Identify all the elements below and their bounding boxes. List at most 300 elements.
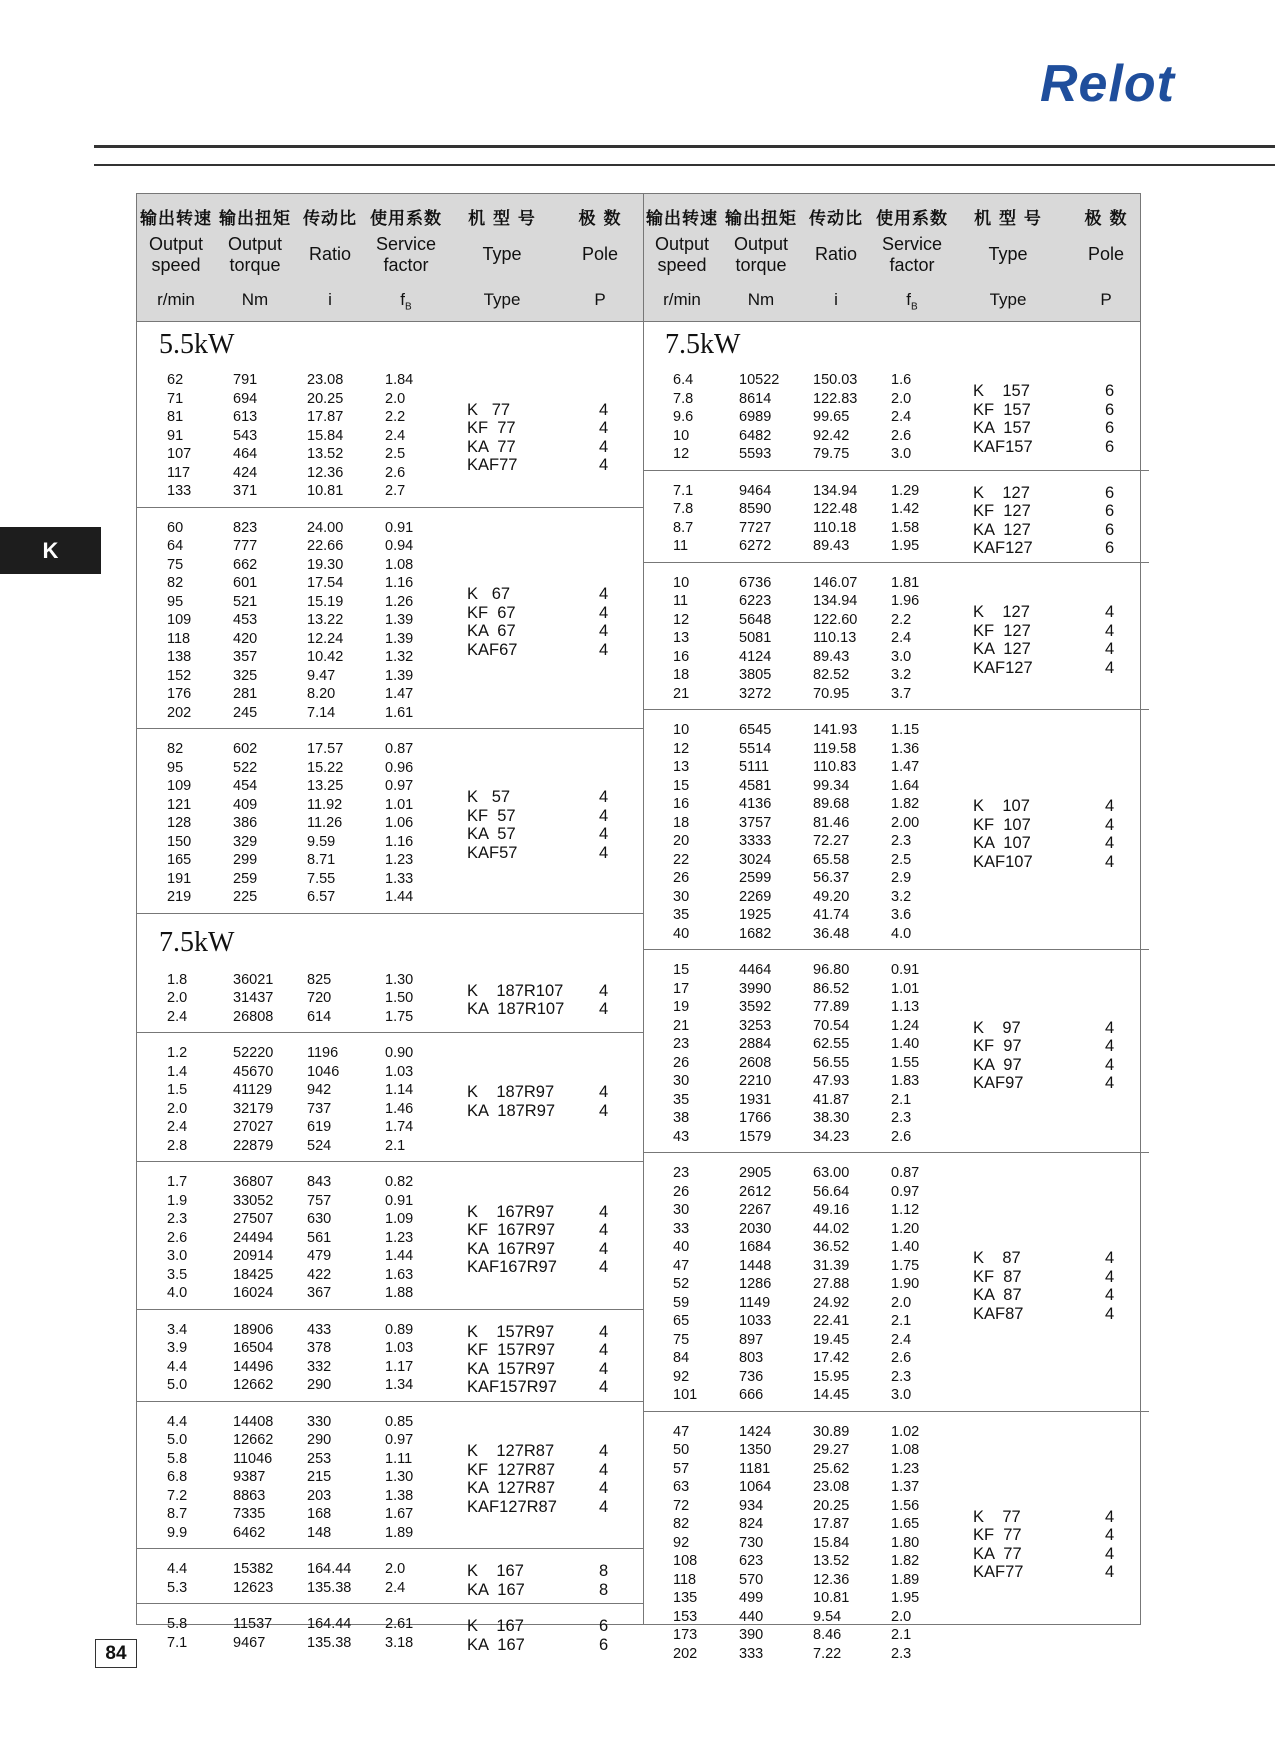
table-row [137,1560,437,1578]
ratio: 619 [307,1119,332,1135]
ratio: 77.89 [813,999,850,1015]
ratio: 10.42 [307,649,344,665]
output-torque: 1286 [739,1276,772,1292]
pole-count: 4 [599,1497,609,1516]
service-factor: 0.91 [385,1192,414,1209]
service-factor: 1.47 [891,759,920,775]
table-header [137,194,1140,322]
table-row [137,1615,437,1633]
output-torque: 823 [233,519,258,536]
ratio: 203 [307,1487,332,1504]
service-factor: 1.23 [891,1460,920,1477]
service-factor: 0.97 [385,1432,414,1448]
table-row [643,740,943,758]
service-factor: 1.44 [385,889,414,905]
output-speed: 1.4 [167,1063,188,1080]
output-speed: 191 [167,870,192,887]
pole-count: 4 [1105,603,1115,622]
output-speed: 91 [167,427,184,444]
type-code: K 187R107 [467,981,564,1000]
pole-count: 4 [599,622,609,641]
output-speed: 6.4 [673,372,694,388]
service-factor: 1.03 [385,1063,414,1080]
ratio: 737 [307,1100,332,1117]
pole-count: 4 [599,981,609,1000]
service-factor: 1.80 [891,1534,920,1551]
ratio: 135.38 [307,1634,352,1651]
output-speed: 30 [673,1202,690,1218]
table-row [643,592,943,610]
table-row [137,740,437,758]
service-factor: 1.39 [385,630,414,647]
output-speed: 109 [167,778,192,794]
pole-count: 4 [599,806,609,825]
table-row [137,1118,437,1136]
pole-count: 4 [1105,1055,1115,1074]
type-code: KAF77 [467,456,518,475]
service-factor: 1.20 [891,1220,920,1237]
service-factor: 1.01 [891,980,920,997]
table-row [643,629,943,647]
ratio: 34.23 [813,1128,850,1145]
type-list [973,797,1033,871]
service-factor: 2.0 [891,390,912,407]
service-factor: 1.26 [385,593,414,610]
pole-count: 4 [599,1000,609,1019]
type-code: KAF107 [973,852,1033,871]
service-factor: 2.2 [891,611,912,628]
table-row [643,814,943,832]
ratio: 12.36 [307,464,344,481]
type-list [467,788,517,862]
service-factor: 2.61 [385,1616,414,1632]
output-speed: 9.9 [167,1524,188,1541]
output-torque: 453 [233,612,258,628]
table-row [137,1063,437,1081]
output-torque: 33052 [233,1192,274,1209]
ratio: 65.58 [813,851,850,868]
output-torque: 329 [233,833,258,850]
output-speed: 71 [167,390,184,407]
output-torque: 18906 [233,1321,274,1338]
pole-count: 4 [1105,640,1115,659]
type-code: KAF127R87 [467,1497,557,1516]
pole-list [1105,1019,1114,1093]
service-factor: 1.39 [385,667,414,684]
table-row [137,1081,437,1099]
type-code: KF 157R97 [467,1341,556,1359]
output-torque: 897 [739,1331,764,1348]
type-code: KAF97 [973,1074,1024,1092]
service-factor: 1.67 [385,1506,414,1522]
table-row [643,1238,943,1256]
pole-list [599,982,608,1019]
service-factor: 1.47 [385,686,414,702]
output-speed: 5.8 [167,1450,188,1467]
table-row [137,870,437,888]
output-speed: 109 [167,612,192,628]
output-torque: 1579 [739,1128,772,1145]
output-speed: 92 [673,1368,690,1385]
output-torque: 6989 [739,409,772,425]
service-factor: 1.75 [385,1008,414,1025]
type-code: KF 167R97 [467,1221,556,1240]
service-factor: 1.64 [891,777,920,794]
output-torque: 1149 [739,1294,771,1311]
type-list [973,1249,1023,1323]
service-factor: 1.30 [385,971,414,988]
table-row [643,758,943,776]
output-speed: 22 [673,851,690,868]
ratio: 110.83 [813,759,857,775]
pole-list [599,401,608,475]
output-speed: 23 [673,1036,690,1052]
service-factor: 1.82 [891,796,920,812]
table-row [137,833,437,851]
pole-count: 4 [599,788,609,807]
ratio: 13.25 [307,778,344,794]
output-torque: 2612 [739,1183,772,1200]
output-speed: 47 [673,1257,690,1274]
ratio: 148 [307,1524,332,1541]
ratio: 44.02 [813,1220,850,1237]
table-row [137,759,437,777]
ratio: 164.44 [307,1561,352,1577]
header-unit: P [594,290,606,309]
table-row [643,1608,943,1626]
service-factor: 1.33 [385,870,414,887]
table-row [643,1294,943,1312]
output-speed: 8.7 [673,519,694,536]
pole-count: 4 [599,456,609,475]
table-row [137,1505,437,1523]
pole-count: 4 [1105,621,1115,640]
table-row [643,1072,943,1090]
service-factor: 2.1 [385,1137,406,1154]
ratio: 56.37 [813,870,850,886]
output-speed: 1.2 [167,1045,188,1061]
type-code: K 167 [467,1562,524,1580]
header-cell [557,194,643,321]
header-unit: Nm [241,290,269,309]
ratio: 92.42 [813,427,850,444]
ratio: 9.47 [307,667,336,684]
table-row [137,1376,437,1394]
service-factor: 3.0 [891,648,912,665]
service-factor: 1.08 [891,1442,920,1458]
type-code: K 127R87 [467,1442,555,1461]
table-row [643,906,943,924]
output-speed: 60 [167,519,184,536]
output-torque: 11537 [233,1616,273,1632]
group-divider [137,1603,643,1604]
header-unit: Type [989,290,1027,309]
output-torque: 1424 [739,1423,772,1440]
output-speed: 150 [167,833,192,850]
service-factor: 1.95 [891,1590,920,1606]
service-factor: 1.06 [385,815,414,831]
ratio: 422 [307,1266,332,1283]
table-row [643,1109,943,1127]
ratio: 47.93 [813,1073,850,1089]
service-factor: 1.65 [891,1516,920,1532]
table-row [137,777,437,795]
ratio: 89.68 [813,796,850,812]
ratio: 134.94 [813,482,858,499]
service-factor: 2.3 [891,1110,912,1126]
table-row [643,1645,943,1663]
service-factor: 1.12 [891,1202,920,1218]
ratio: 378 [307,1340,332,1356]
service-factor: 2.0 [385,1561,406,1577]
service-factor: 1.32 [385,649,414,665]
service-factor: 3.7 [891,685,912,702]
type-code: KA 157R97 [467,1359,556,1378]
pole-list [599,1083,608,1120]
ratio: 56.55 [813,1054,850,1071]
output-torque: 1033 [739,1313,772,1329]
pole-count: 4 [599,1101,609,1120]
service-factor: 1.15 [891,722,920,738]
output-speed: 95 [167,759,184,776]
service-factor: 0.97 [891,1183,920,1200]
type-code: K 77 [467,400,511,419]
service-factor: 1.63 [385,1266,414,1283]
header-label-en: Pole [581,244,619,264]
output-speed: 11 [673,538,689,554]
service-factor: 0.90 [385,1045,414,1061]
output-speed: 20 [673,833,690,849]
output-speed: 176 [167,686,192,702]
ratio: 30.89 [813,1423,850,1440]
ratio: 96.80 [813,962,850,978]
table-row [643,1497,943,1515]
type-code: KF 87 [973,1267,1022,1286]
type-list [467,1323,557,1397]
ratio: 22.41 [813,1313,850,1329]
output-torque: 824 [739,1516,764,1532]
table-row [137,630,437,648]
ratio: 332 [307,1358,332,1375]
pole-list [1105,1508,1114,1582]
pole-count: 4 [599,1341,609,1359]
service-factor: 2.9 [891,870,912,886]
ratio: 89.43 [813,538,850,554]
ratio: 146.07 [813,574,858,591]
table-row [643,1515,943,1533]
output-speed: 10 [673,722,690,738]
output-torque: 9387 [233,1469,266,1485]
ratio: 757 [307,1192,332,1209]
header-cell [215,194,295,321]
group-divider [137,1401,643,1402]
output-speed: 11 [673,593,689,609]
ratio: 99.65 [813,409,850,425]
table-row [137,445,437,463]
service-factor: 2.5 [891,851,912,868]
service-factor: 1.37 [891,1479,920,1495]
type-code: KF 107 [973,815,1031,834]
output-speed: 108 [673,1553,698,1569]
output-torque: 1925 [739,907,772,923]
type-list [973,484,1033,558]
ratio: 7.55 [307,870,336,887]
service-factor: 1.02 [891,1423,920,1440]
ratio: 10.81 [813,1590,850,1606]
table-row [643,1589,943,1607]
pole-count: 6 [599,1635,609,1654]
pole-list [1105,484,1114,558]
output-speed: 19 [673,999,690,1015]
output-torque: 601 [233,575,258,591]
service-factor: 3.18 [385,1634,414,1651]
header-label-cn: 输出转速 [140,209,212,229]
table-row [643,1331,943,1349]
ratio: 15.84 [813,1534,850,1551]
ratio: 122.48 [813,501,858,517]
output-torque: 5514 [739,740,772,757]
pole-count: 4 [599,1083,609,1101]
output-torque: 1181 [739,1460,771,1477]
ratio: 164.44 [307,1616,352,1632]
ratio: 367 [307,1285,332,1301]
service-factor: 1.30 [385,1469,414,1485]
pole-list [599,1562,608,1599]
ratio: 135.38 [307,1579,352,1596]
table-row [643,925,943,943]
power-section-title: 5.5kW [159,329,235,360]
table-row [643,1183,943,1201]
output-speed: 40 [673,925,690,942]
type-list [467,401,517,475]
type-code: KA 127R87 [467,1479,556,1498]
output-speed: 1.8 [167,971,188,988]
output-torque: 409 [233,796,258,813]
output-speed: 13 [673,630,690,646]
output-speed: 12 [673,740,690,757]
output-torque: 9464 [739,482,772,499]
type-list [467,585,517,659]
table-row [643,1626,943,1644]
service-factor: 2.3 [891,1368,912,1385]
ratio: 134.94 [813,593,858,609]
header-label-en: Pole [1087,244,1125,264]
ratio: 10.81 [307,483,344,499]
table-row [643,1441,943,1459]
output-torque: 3757 [739,814,772,831]
pole-count: 4 [599,419,609,438]
output-torque: 299 [233,852,258,868]
table-row [643,888,943,906]
output-speed: 75 [167,556,184,573]
table-row [643,685,943,703]
group-divider [137,728,643,729]
output-speed: 1.7 [167,1174,188,1190]
table-row [137,556,437,574]
table-row [643,574,943,592]
ratio: 17.54 [307,575,344,591]
table-row [137,1468,437,1486]
header-label-en: Type [988,244,1028,264]
ratio: 110.18 [813,519,857,536]
table-row [643,1349,943,1367]
output-torque: 2599 [739,870,772,886]
output-torque: 736 [739,1368,764,1385]
output-torque: 2884 [739,1036,772,1052]
output-torque: 357 [233,649,258,665]
header-cell [447,194,557,321]
ratio: 6.57 [307,889,336,905]
ratio: 31.39 [813,1257,850,1274]
ratio: 215 [307,1469,332,1485]
output-torque: 5648 [739,611,772,628]
ratio: 20.25 [307,390,344,407]
type-code: KAF67 [467,640,518,659]
output-torque: 499 [739,1590,764,1606]
service-factor: 1.36 [891,740,920,757]
output-speed: 3.4 [167,1321,188,1338]
output-torque: 12623 [233,1579,274,1596]
service-factor: 2.0 [385,390,406,407]
output-speed: 135 [673,1590,698,1606]
service-factor: 2.6 [891,1350,912,1366]
output-speed: 18 [673,814,690,831]
output-speed: 121 [167,796,192,813]
pole-count: 4 [599,400,609,419]
ratio: 15.19 [307,593,344,610]
service-factor: 0.94 [385,538,414,554]
output-speed: 92 [673,1534,690,1551]
output-torque: 7335 [233,1506,266,1522]
ratio: 1196 [307,1045,339,1061]
service-factor: 2.3 [891,833,912,849]
service-factor: 3.6 [891,907,912,923]
type-code: KAF167R97 [467,1258,557,1277]
service-factor: 2.6 [385,464,406,481]
type-list [973,382,1033,456]
output-speed: 16 [673,648,690,665]
output-speed: 7.1 [673,482,694,499]
pole-list [1105,1249,1114,1323]
output-torque: 281 [233,686,258,702]
service-factor: 1.46 [385,1100,414,1117]
ratio: 20.25 [813,1497,850,1514]
type-code: K 107 [973,797,1030,815]
output-speed: 82 [673,1516,690,1532]
ratio: 8.46 [813,1627,842,1643]
output-torque: 934 [739,1497,764,1514]
output-torque: 3990 [739,980,772,997]
output-torque: 12662 [233,1432,274,1448]
ratio: 253 [307,1450,332,1467]
service-factor: 1.42 [891,501,920,517]
ratio: 9.54 [813,1608,842,1625]
output-speed: 219 [167,889,192,905]
output-torque: 4464 [739,962,772,978]
output-torque: 16024 [233,1285,274,1301]
output-speed: 16 [673,796,690,812]
table-row [643,371,943,389]
pole-count: 6 [1105,539,1115,557]
service-factor: 1.14 [385,1082,414,1098]
service-factor: 2.7 [385,483,406,499]
table-row [643,1035,943,1053]
ratio: 11.26 [307,815,343,831]
table-row [643,1534,943,1552]
output-torque: 20914 [233,1248,274,1264]
output-torque: 6736 [739,574,772,591]
service-factor: 1.89 [891,1571,920,1588]
